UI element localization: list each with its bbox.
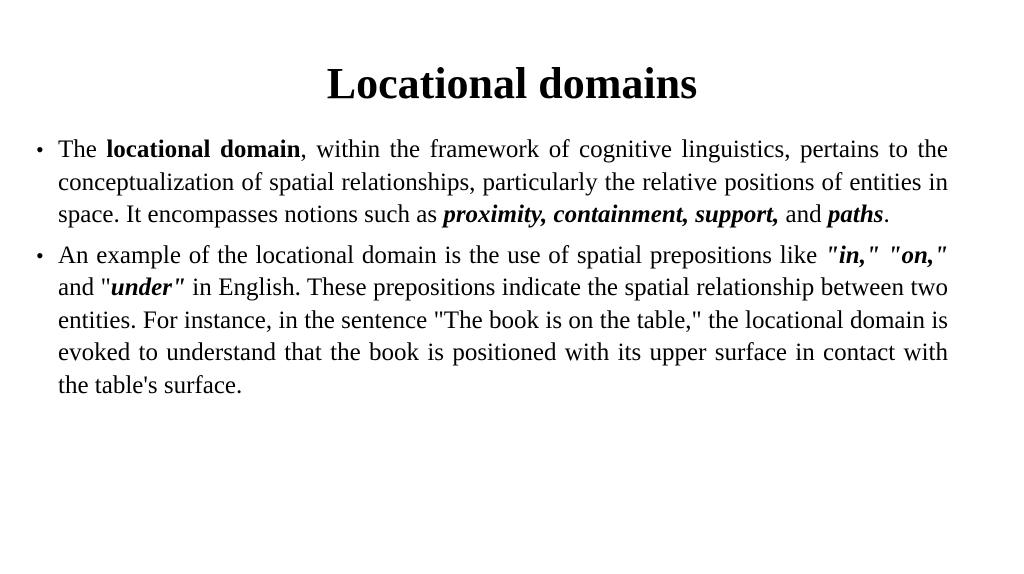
bullet-text-2 xyxy=(58,242,948,399)
bullet-2-segment-1: An example of the locational domain is the use of spatial prepositions like xyxy=(58,241,825,269)
bullet-1-notions: proximity, containment, support, xyxy=(443,201,780,228)
bullet-icon: • xyxy=(36,137,44,162)
bullet-2-preposition-under: under" xyxy=(110,274,186,301)
bullet-1-segment-3: , within the framework of cognitive linguistics, pertains to the conceptualization of spatial relationships, particularly the relative positions of entities in space. It encompasses notions such as xyxy=(58,136,948,228)
bullet-1-segment-5: and xyxy=(779,201,828,228)
bullet-1-segment-1: The xyxy=(58,136,107,163)
bullet-1-term-locational-domain: locational domain xyxy=(106,136,301,163)
slide-title: Locational domains xyxy=(326,59,698,108)
bullet-item-2 xyxy=(36,240,948,403)
bullet-icon: • xyxy=(36,242,44,268)
bullet-2-segment-5: in English. These prepositions indicate the spatial relationship between two entities. For instance, in the sentence "The book is on the table," the locational domain is evoked to understand that the book is positioned with its upper surface in contact with the table's surface. xyxy=(58,274,948,399)
bullet-2-segment-3: and " xyxy=(58,274,111,301)
bullet-text-1 xyxy=(58,136,948,228)
bullet-2-prepositions-in-on: "in," "on," xyxy=(824,241,948,269)
bullet-1-term-paths: paths xyxy=(827,201,884,228)
bullet-item-1 xyxy=(36,134,948,232)
bullet-list xyxy=(36,134,948,410)
bullet-1-segment-7: . xyxy=(883,201,890,228)
